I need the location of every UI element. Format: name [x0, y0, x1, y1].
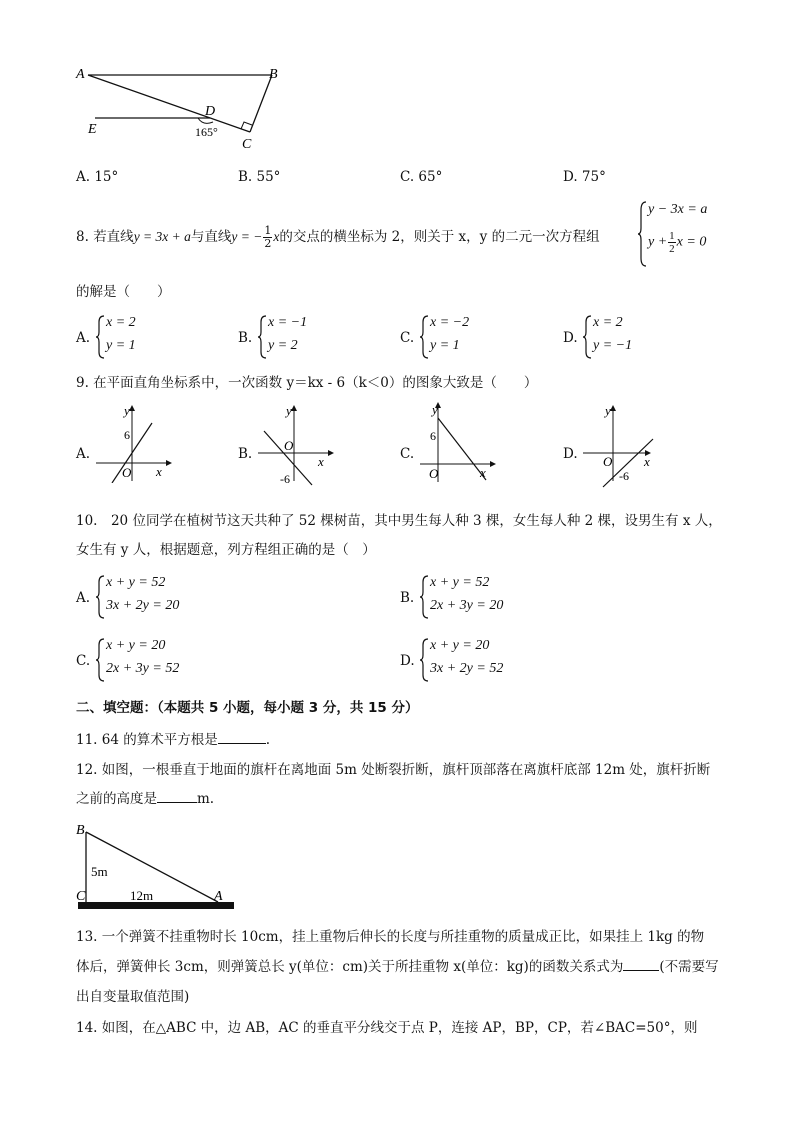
q7-option-c[interactable]: C. 65° — [400, 169, 443, 185]
q8-text2: 与直线 — [190, 229, 232, 245]
q9-stem: 9. 在平面直角坐标系中，一次函数 y＝kx - 6（k＜0）的图象大致是（ ） — [76, 375, 538, 391]
segment-ac — [88, 75, 250, 132]
q9-option-d-label[interactable]: D. — [563, 446, 578, 462]
q8-line1: y = 3x + a — [133, 229, 191, 244]
label-width: 12m — [130, 888, 154, 903]
q8-system-row2: y + $\frac{1}{2}$ x = 0 — [648, 230, 707, 255]
svg-text:6: 6 — [430, 429, 436, 443]
svg-text:O: O — [284, 438, 294, 453]
q8-system — [638, 200, 728, 270]
q10-option-c[interactable]: x + y = 20 2x + 3y = 52 — [96, 637, 206, 683]
q12-figure — [72, 818, 242, 914]
q13-stem-line2: 体后，弹簧伸长 3cm，则弹簧总长 y(单位：cm)关于所挂重物 x(单位：kg)的函数关系式为 (不需要写 — [76, 959, 719, 975]
q8-option-d-label[interactable]: D. — [563, 330, 578, 346]
svg-text:O: O — [603, 454, 613, 469]
q14-stem: 14. 如图，在△ABC 中，边 AB，AC 的垂直平分线交于点 P，连接 AP，BP，CP，若∠BAC=50°，则 — [76, 1020, 698, 1036]
svg-text:x: x — [644, 454, 650, 469]
svg-text:x: x — [318, 454, 324, 469]
q8-option-d[interactable]: x = 2 y = −1 — [583, 314, 653, 360]
q9-graph-c[interactable] — [418, 400, 498, 485]
q8-line2a: y = − — [231, 229, 263, 244]
q8-option-a-label[interactable]: A. — [76, 330, 91, 346]
q10-option-b[interactable]: x + y = 52 2x + 3y = 20 — [420, 574, 530, 620]
q8-text3: 的交点的横坐标为 2，则关于 x，y 的二元一次方程组 — [279, 229, 600, 245]
q7-option-a[interactable]: A. 15° — [76, 169, 119, 185]
q7-figure — [70, 60, 300, 155]
q11-answer-blank[interactable] — [218, 743, 266, 744]
label-b: B — [76, 823, 85, 838]
q8-option-c[interactable]: x = −2 y = 1 — [420, 314, 490, 360]
q10-option-d-label[interactable]: D. — [400, 653, 415, 669]
q8-line2b: x — [273, 229, 280, 244]
section2-header: 二、填空题：（本题共 5 小题，每小题 3 分，共 15 分） — [76, 700, 419, 716]
q10-option-b-label[interactable]: B. — [400, 590, 415, 606]
q8-option-b[interactable]: x = −1 y = 2 — [258, 314, 328, 360]
q11-text: 11. 64 的算术平方根是 — [76, 732, 218, 748]
q8-number: 8. — [76, 229, 89, 245]
q9-option-c-label[interactable]: C. — [400, 446, 415, 462]
segment-bc — [250, 75, 272, 132]
frac-num: 1 — [264, 224, 272, 237]
q12-stem-line2: 之前的高度是 m. — [76, 791, 215, 807]
q10-option-a[interactable]: x + y = 52 3x + 2y = 20 — [96, 574, 206, 620]
svg-text:y: y — [124, 403, 130, 418]
svg-text:O: O — [429, 466, 439, 481]
label-a: A — [76, 67, 85, 82]
svg-text:O: O — [122, 465, 132, 480]
label-e: E — [88, 122, 97, 137]
angle-label: 165° — [195, 125, 218, 139]
right-angle-mark — [241, 122, 252, 129]
q9-graph-a[interactable] — [94, 403, 174, 483]
q8-stem — [76, 225, 600, 250]
svg-text:-6: -6 — [280, 472, 290, 486]
label-a: A — [214, 889, 223, 904]
svg-text:x: x — [480, 465, 486, 480]
q12-answer-blank[interactable] — [157, 802, 197, 803]
q10-option-d[interactable]: x + y = 20 3x + 2y = 52 — [420, 637, 530, 683]
label-c: C — [76, 889, 86, 904]
svg-text:-6: -6 — [619, 469, 629, 483]
svg-text:x: x — [156, 464, 162, 479]
q7-option-b[interactable]: B. 55° — [238, 169, 281, 185]
q10-option-c-label[interactable]: C. — [76, 653, 91, 669]
svg-text:y: y — [432, 402, 438, 417]
q9-option-b-label[interactable]: B. — [238, 446, 253, 462]
q8-option-b-label[interactable]: B. — [238, 330, 253, 346]
q13-stem-line1: 13. 一个弹簧不挂重物时长 10cm，挂上重物后伸长的长度与所挂重物的质量成正比，如果挂上 1kg 的物 — [76, 929, 705, 945]
svg-text:6: 6 — [124, 428, 130, 442]
q11-stem: 11. 64 的算术平方根是 . — [76, 732, 271, 748]
q13-stem-line3: 出自变量取值范围) — [76, 989, 190, 1005]
q7-option-d[interactable]: D. 75° — [563, 169, 606, 185]
label-b: B — [269, 67, 278, 82]
q10-option-a-label[interactable]: A. — [76, 590, 91, 606]
q8-option-c-label[interactable]: C. — [400, 330, 415, 346]
q8-text1: 若直线 — [93, 229, 134, 245]
q8-system-row1: y − 3x = a — [648, 202, 708, 217]
label-c: C — [242, 137, 252, 152]
q12-stem-line1: 12. 如图，一根垂直于地面的旗杆在离地面 5m 处断裂折断，旗杆顶部落在离旗杆底部 12m 处，旗杆折断 — [76, 762, 711, 778]
q10-stem-line2: 女生有 y 人，根据题意，列方程组正确的是（ ） — [76, 542, 376, 558]
label-d: D — [205, 104, 216, 119]
q13-answer-blank[interactable] — [623, 970, 659, 971]
q9-graph-d[interactable] — [581, 403, 661, 488]
q8-fraction — [263, 225, 272, 250]
q10-stem-line1: 10. 20 位同学在植树节这天共种了 52 棵树苗，其中男生每人种 3 棵，女生每人种 2 棵，设男生有 x 人， — [76, 513, 722, 529]
ground-bar — [78, 902, 234, 909]
svg-text:y: y — [286, 403, 292, 418]
q9-graph-b[interactable] — [256, 403, 336, 488]
svg-text:y: y — [605, 403, 611, 418]
label-height: 5m — [91, 864, 108, 879]
q9-option-a-label[interactable]: A. — [76, 446, 91, 462]
frac-den: 2 — [264, 237, 272, 250]
q8-text4: 的解是（ ） — [76, 284, 171, 300]
q8-option-a[interactable]: x = 2 y = 1 — [96, 314, 166, 360]
graph-line — [438, 418, 486, 480]
